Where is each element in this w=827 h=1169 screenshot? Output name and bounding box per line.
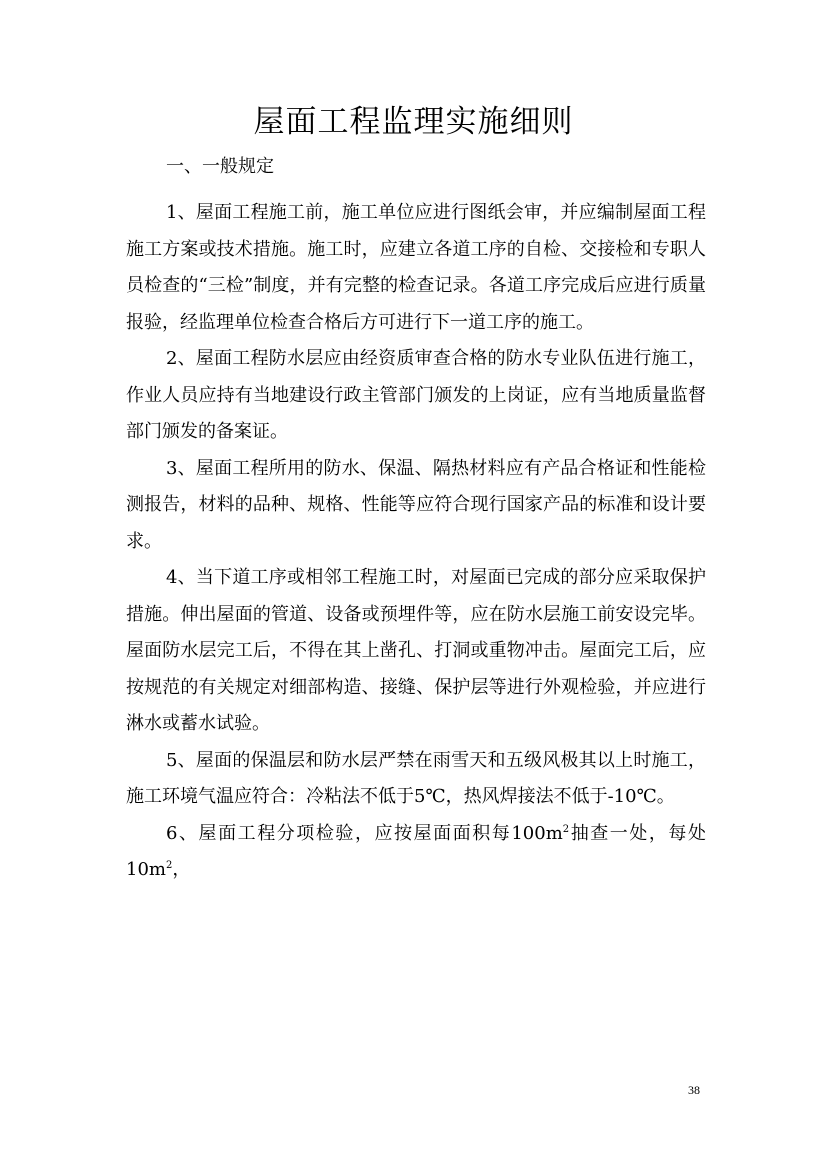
- paragraph-6-part-1: 6、屋面工程分项检验，应按屋面面积每100m: [166, 822, 563, 844]
- section-heading: 一、一般规定: [166, 156, 274, 177]
- paragraph-6: [126, 816, 706, 889]
- paragraph-2: 2、屋面工程防水层应由经资质审查合格的防水专业队伍进行施工，作业人员应持有当地建设行政主管部门颁发的上岗证，应有当地质量监督部门颁发的备案证。: [126, 348, 706, 442]
- paragraph-4: 4、当下道工序或相邻工程施工时，对屋面已完成的部分应采取保护措施。伸出屋面的管道、设备或预埋件等，应在防水层施工前安设完毕。屋面防水层完工后，不得在其上凿孔、打洞或重物冲击。屋面完工后，应按规范的有关规定对细部构造、接缝、保护层等进行外观检验，并应进行淋水或蓄水试验。: [126, 567, 706, 734]
- document-title: 屋面工程监理实施细则: [253, 104, 574, 140]
- paragraph-6-part-2: 抽查一处，每处10m: [126, 822, 706, 880]
- paragraph-5: 5、屋面的保温层和防水层严禁在雨雪天和五级风极其以上时施工，施工环境气温应符合：冷粘法不低于5℃，热风焊接法不低于-10℃。: [126, 749, 706, 807]
- unit-superscript-1: 2: [562, 823, 570, 835]
- document-body: [126, 195, 706, 889]
- page-number: 38: [688, 1083, 700, 1097]
- unit-superscript-2: 2: [165, 860, 173, 871]
- paragraph-6-part-3: ，: [172, 859, 191, 880]
- paragraph-3: 3、屋面工程所用的防水、保温、隔热材料应有产品合格证和性能检测报告，材料的品种、规格、性能等应符合现行国家产品的标准和设计要求。: [126, 457, 706, 552]
- paragraph-1: 1、屋面工程施工前，施工单位应进行图纸会审，并应编制屋面工程施工方案或技术措施。施工时，应建立各道工序的自检、交接检和专职人员检查的“三检”制度，并有完整的检查记录。各道工序完成后应进行质量报验，经监理单位检查合格后方可进行下一道工序的施工。: [126, 202, 706, 333]
